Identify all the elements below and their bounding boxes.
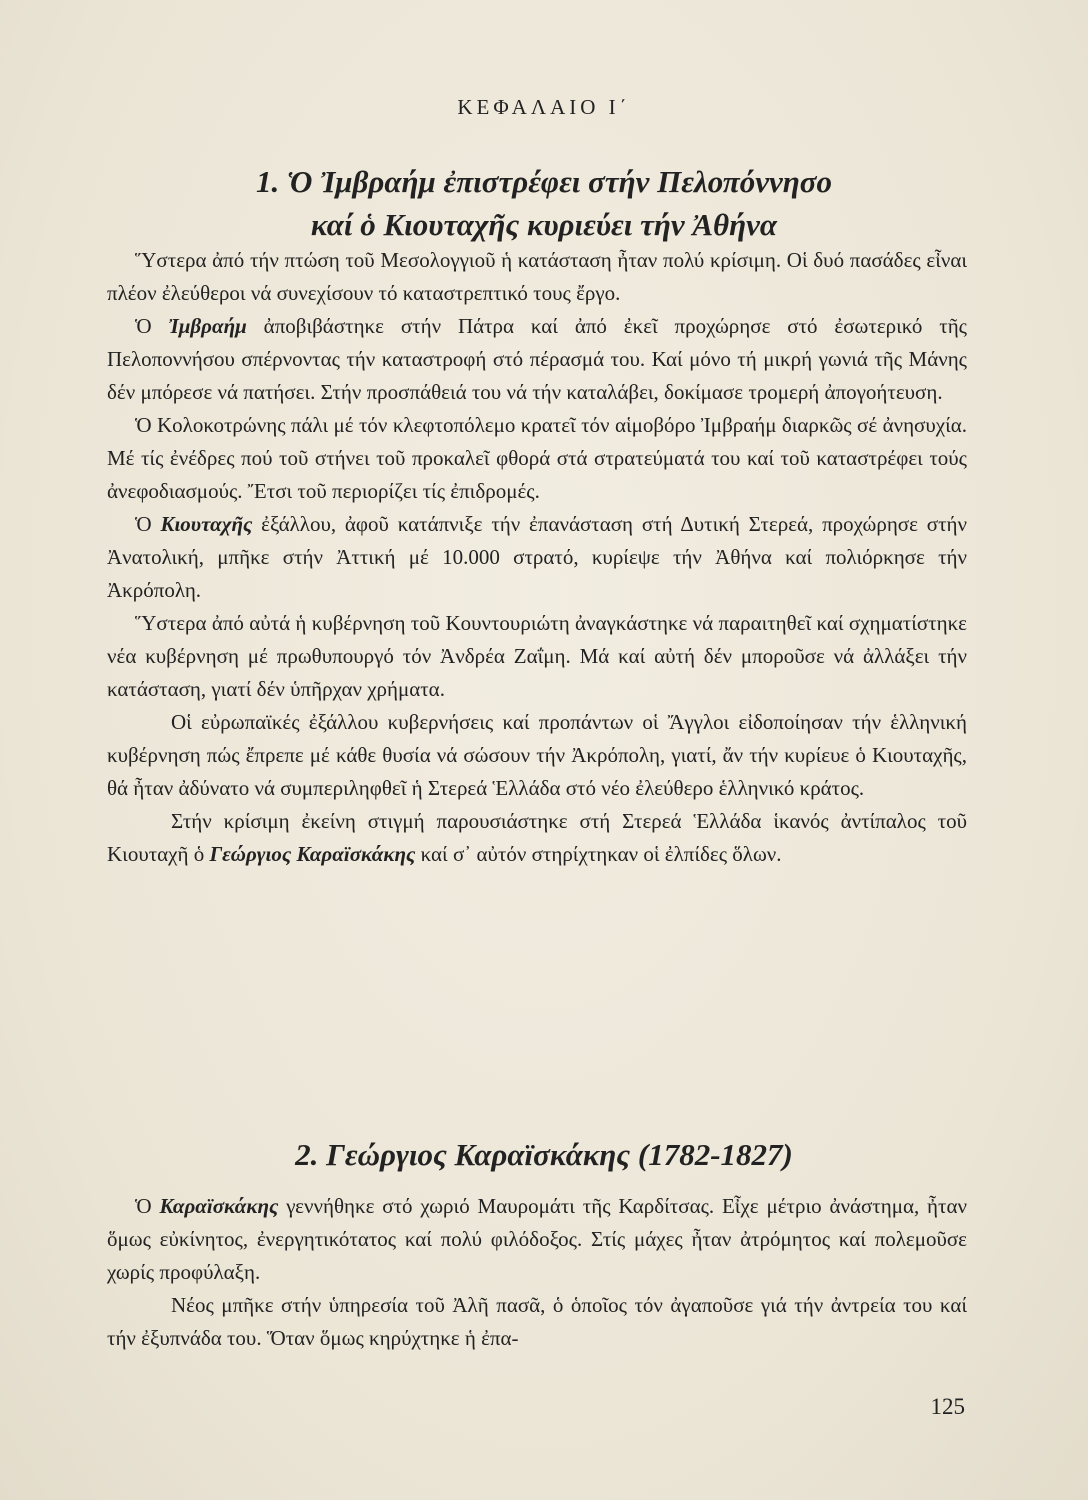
emphasized-name: Γεώργιος Καραϊσκάκης — [209, 842, 416, 866]
text-run: ἀποβιβάστηκε στήν Πάτρα καί ἀπό ἐκεῖ προχώρησε στό ἐσωτερικό τῆς Πελοποννήσου σπέρνοντας τήν καταστροφή στό πέρασμά του. Καί μόνο τή μικρή γωνιά τῆς Μάνης δέν μπόρεσε νά πατήσει. Στήν προσπάθειά του νά τήν καταλάβει, δοκίμασε τρομερή ἀπογοήτευση. — [107, 314, 967, 404]
emphasized-name: Ἰμβραήμ — [168, 314, 247, 338]
paragraph: Ὕστερα ἀπό αὐτά ἡ κυβέρνηση τοῦ Κουντουριώτη ἀναγκάστηκε νά παραιτηθεῖ καί σχηματίστηκε νέα κυβέρνηση μέ πρωθυπουργό τόν Ἀνδρέα Ζαΐμη. Μά καί αὐτή δέν μποροῦσε νά ἀλλάξει τήν κατάσταση, γιατί δέν ὑπῆρχαν χρήματα. — [107, 611, 967, 701]
section1-body — [107, 244, 967, 871]
section1-title — [0, 160, 1088, 246]
text-run: Ὁ — [135, 1194, 160, 1218]
page-number: 125 — [930, 1394, 965, 1419]
paragraph — [107, 310, 967, 409]
paragraph: Οἱ εὐρωπαϊκές ἐξάλλου κυβερνήσεις καί προπάντων οἱ Ἄγγλοι εἰδοποίησαν τήν ἑλληνική κυβέρνηση πώς ἔπρεπε μέ κάθε θυσία νά σώσουν τήν Ἀκρόπολη, γιατί, ἄν τήν κυρίευε ὁ Κιουταχῆς, θά ἦταν ἀδύνατο νά συμπεριληφθεῖ ἡ Στερεά Ἑλλάδα στό νέο ἐλεύθερο ἑλληνικό κράτος. — [107, 710, 967, 800]
text-run: ἐξάλλου, ἀφοῦ κατάπνιξε τήν ἐπανάσταση στή Δυτική Στερεά, προχώρησε στήν Ἀνατολική, μπῆκε στήν Ἀττική μέ 10.000 στρατό, κυρίεψε τήν Ἀθήνα καί πολιόρκησε τήν Ἀκρόπολη. — [107, 512, 967, 602]
section2-body — [107, 1190, 967, 1355]
paragraph — [107, 1190, 967, 1289]
text-run: Ὁ — [135, 314, 169, 338]
text-run: Στήν κρίσιμη ἐκείνη στιγμή παρουσιάστηκε στή Στερεά Ἑλλάδα ἱκανός ἀντίπαλος τοῦ Κιουταχῆ ὁ — [107, 809, 967, 866]
paragraph — [107, 805, 967, 871]
text-run: καί σ᾽ αὐτόν στηρίχτηκαν οἱ ἐλπίδες ὅλων. — [415, 842, 782, 866]
paragraph: Ὁ Κολοκοτρώνης πάλι μέ τόν κλεφτοπόλεμο κρατεῖ τόν αἱμοβόρο Ἰμβραήμ διαρκῶς σέ ἀνησυχία. Μέ τίς ἐνέδρες πού τοῦ στήνει τοῦ προκαλεῖ φθορά στά στρατεύματά του καί τοῦ καταστρέφει τούς ἀνεφοδιασμούς. Ἔτσι τοῦ περιορίζει τίς ἐπιδρομές. — [107, 413, 967, 503]
paragraph: Ὕστερα ἀπό τήν πτώση τοῦ Μεσολογγιοῦ ἡ κατάσταση ἦταν πολύ κρίσιμη. Οἱ δυό πασάδες εἶναι πλέον ἐλεύθεροι νά συνεχίσουν τό καταστρεπτικό τους ἔργο. — [107, 248, 967, 305]
text-run: Ὁ — [135, 512, 161, 536]
emphasized-name: Κιουταχῆς — [160, 512, 253, 536]
section1-title-line2: καί ὁ Κιουταχῆς κυριεύει τήν Ἀθήνα — [310, 207, 778, 242]
chapter-heading: ΚΕΦΑΛΑΙΟ Ι΄ — [457, 95, 631, 119]
paragraph — [107, 508, 967, 607]
paragraph: Νέος μπῆκε στήν ὑπηρεσία τοῦ Ἀλῆ πασᾶ, ὁ ὁποῖος τόν ἀγαποῦσε γιά τήν ἀντρεία του καί τήν ἐξυπνάδα του. Ὅταν ὅμως κηρύχτηκε ἡ ἐπα- — [107, 1293, 967, 1350]
section1-title-line1: 1. Ὁ Ἰμβραήμ ἐπιστρέφει στήν Πελοπόννησο — [256, 164, 832, 199]
section2-title: 2. Γεώργιος Καραϊσκάκης (1782-1827) — [295, 1137, 793, 1172]
emphasized-name: Καραϊσκάκης — [159, 1194, 279, 1218]
text-run: γεννήθηκε στό χωριό Μαυρομάτι τῆς Καρδίτσας. Εἶχε μέτριο ἀνάστημα, ἦταν ὅμως εὐκίνητος, ἐνεργητικότατος καί πολύ φιλόδοξος. Στίς μάχες ἦταν ἀτρόμητος καί πολεμοῦσε χωρίς προφύλαξη. — [107, 1194, 967, 1284]
